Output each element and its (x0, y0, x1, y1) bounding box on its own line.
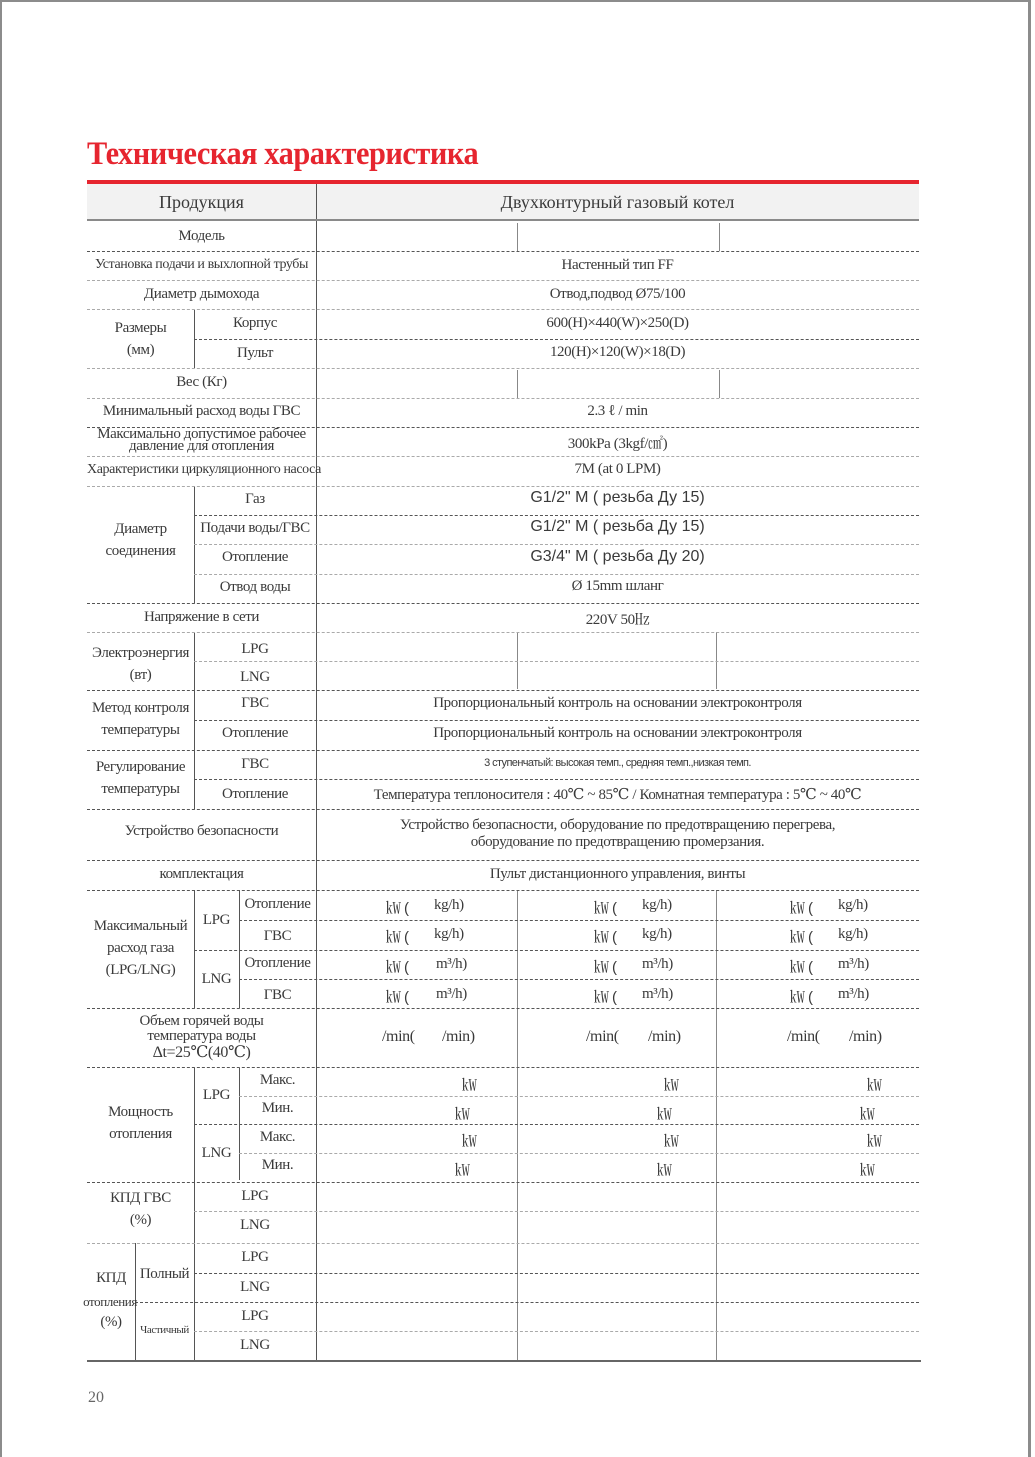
value-temp-reg-dhw: 3 ступенчатый: высокая темп., средняя темп.,низкая темп. (484, 757, 751, 769)
sub-divider (194, 633, 195, 809)
value-safety-2: оборудование по предотвращению промерзания. (470, 834, 765, 850)
value-voltage: 220V 50㎐ (585, 612, 650, 628)
col-divider (719, 370, 720, 398)
kw-unit: ㎾ ( (790, 989, 813, 1006)
kw-unit: ㎾ ( (386, 959, 409, 976)
row-sep (87, 890, 919, 891)
label-dhw-eff-lng: LNG (240, 1217, 270, 1233)
label-body: Корпус (232, 315, 278, 331)
row-sep (87, 603, 919, 604)
gas-kw (386, 897, 408, 918)
gas-kw (790, 956, 812, 977)
label-dhw-eff-2: (%) (129, 1212, 152, 1228)
value-flue: Отвод,подвод Ø75/100 (549, 286, 686, 302)
label-gas-cons-3: (LPG/LNG) (105, 962, 176, 978)
label-heat-eff-full-lpg: LPG (241, 1249, 269, 1265)
value-temp-control-dhw: Пропорциональный контроль на основании электроконтроля (433, 695, 802, 711)
row-sep (87, 1243, 919, 1244)
row-sep (87, 1008, 919, 1009)
label-temp-reg-2: температуры (101, 781, 180, 797)
label-temp-control-dhw: ГВС (241, 695, 269, 711)
label-heat-power-1: Мощность (108, 1104, 173, 1120)
label-heat-lpg: LPG (202, 1087, 231, 1103)
label-water-supply: Подачи воды/ГВС (200, 520, 310, 536)
label-connections-1: Диаметр (114, 521, 167, 537)
label-heat-eff-partial-lpg: LPG (241, 1308, 269, 1324)
gas-unit: m³/h) (838, 956, 869, 972)
kw-unit: ㎾ (462, 1133, 477, 1150)
row-sep (194, 720, 919, 721)
kw-unit: ㎾ ( (790, 929, 813, 946)
row-sep (87, 809, 919, 810)
label-gas-lpg: LPG (202, 912, 231, 928)
label-connections-2: соединения (105, 543, 176, 559)
row-sep (87, 309, 919, 310)
gas-unit: m³/h) (436, 986, 467, 1002)
label-temp-reg-heating: Отопление (222, 786, 288, 802)
row-sep (87, 750, 919, 751)
gas-unit: kg/h) (838, 926, 868, 942)
label-dimensions-unit: (мм) (126, 342, 155, 358)
kw-unit: ㎾ (867, 1133, 882, 1150)
row-sep (194, 339, 919, 340)
row-sep (87, 456, 919, 457)
value-max-pressure: 300kPa (3kgf/㎠) (567, 436, 668, 452)
label-heat-eff-2: отопления (83, 1294, 137, 1309)
row-sep (194, 950, 919, 951)
row-sep (135, 1302, 919, 1303)
row-sep (87, 486, 919, 487)
kw-unit: ㎾ ( (594, 929, 617, 946)
value-pump: 7M (at 0 LPM) (574, 461, 661, 477)
col-divider (517, 370, 518, 398)
table-header (87, 184, 919, 221)
label-gas-lng-heating: Отопление (244, 955, 311, 971)
row-sep (87, 632, 919, 633)
label-heat-eff-partial: Частичный (140, 1324, 189, 1336)
label-gas-lpg-heating: Отопление (244, 896, 311, 912)
gas-unit: m³/h) (838, 986, 869, 1002)
kw-unit: ㎾ ( (594, 959, 617, 976)
value-installation: Настенный тип FF (561, 257, 674, 273)
gas-unit: kg/h) (434, 926, 464, 942)
gas-unit: m³/h) (436, 956, 467, 972)
kw-unit: ㎾ ( (386, 900, 409, 917)
label-power-lng: LNG (240, 669, 270, 685)
hot-water-a: /min( (382, 1028, 415, 1045)
col-divider (517, 890, 518, 1360)
value-drain: Ø 15mm шланг (571, 578, 664, 594)
label-flue: Диаметр дымохода (143, 286, 260, 302)
gas-kw (386, 956, 408, 977)
row-sep (87, 251, 919, 252)
hot-water-a: /min( (586, 1028, 619, 1045)
row-sep (87, 368, 919, 369)
label-installation: Установка подачи и выхлопной трубы (94, 257, 309, 272)
label-power-1: Электроэнергия (92, 645, 189, 661)
kw-unit: ㎾ (657, 1162, 672, 1179)
kw-unit: ㎾ ( (386, 929, 409, 946)
label-remote: Пульт (237, 345, 273, 361)
value-body-dims: 600(H)×440(W)×250(D) (546, 315, 689, 331)
gas-kw (594, 926, 616, 947)
header-product: Продукция (159, 192, 244, 212)
label-hot-water-3: Δt=25℃(40℃) (152, 1044, 251, 1061)
row-sep (194, 779, 919, 780)
row-sep (239, 1153, 919, 1154)
gas-kw (790, 986, 812, 1007)
label-temp-reg-1: Регулирование (95, 759, 186, 775)
row-sep (194, 515, 919, 516)
col-divider (517, 223, 518, 251)
gas-kw (386, 926, 408, 947)
label-heat-lpg-max: Макс. (259, 1072, 296, 1088)
header-divider (316, 184, 317, 219)
gas-kw (594, 986, 616, 1007)
label-dhw-eff-lpg: LPG (241, 1188, 269, 1204)
value-safety-1: Устройство безопасности, оборудование по предотвращению перегрева, (399, 817, 836, 833)
label-heat-lng: LNG (201, 1145, 232, 1161)
label-heat-eff-1: КПД (96, 1270, 126, 1286)
page-title: Техническая характеристика (87, 136, 479, 172)
label-heat-eff-full-lng: LNG (240, 1279, 270, 1295)
gas-unit: kg/h) (642, 897, 672, 913)
hot-water-b: /min) (648, 1028, 681, 1045)
kw-unit: ㎾ (455, 1106, 470, 1123)
label-heat-lng-min: Мин. (261, 1157, 294, 1173)
row-sep (194, 1331, 919, 1332)
label-safety: Устройство безопасности (124, 823, 279, 839)
hot-water-a: /min( (787, 1028, 820, 1045)
kw-unit: ㎾ (455, 1162, 470, 1179)
row-sep (194, 544, 919, 545)
kw-unit: ㎾ ( (594, 989, 617, 1006)
value-water-conn: G1/2" M ( резьба Ду 15) (530, 518, 705, 535)
kw-unit: ㎾ ( (790, 900, 813, 917)
gas-kw (594, 956, 616, 977)
gas-kw (790, 926, 812, 947)
row-sep (87, 1067, 919, 1068)
kw-unit: ㎾ (867, 1077, 882, 1094)
header-boiler: Двухконтурный газовый котел (500, 192, 735, 212)
row-sep (239, 979, 919, 980)
row-sep (239, 1096, 919, 1097)
label-temp-control-heating: Отопление (222, 725, 288, 741)
label-heat-eff-partial-lng: LNG (240, 1337, 270, 1353)
kw-unit: ㎾ (657, 1106, 672, 1123)
gas-unit: kg/h) (434, 897, 464, 913)
label-min-flow: Минимальный расход воды ГВС (102, 403, 301, 419)
sub-divider (194, 890, 195, 1008)
label-gas-lng-dhw: ГВС (263, 987, 292, 1003)
page-number: 20 (88, 1389, 104, 1406)
label-heating: Отопление (222, 549, 288, 565)
label-heat-eff-3: (%) (100, 1314, 122, 1330)
label-kit: комплектация (159, 866, 244, 882)
kw-unit: ㎾ (860, 1162, 875, 1179)
gas-unit: kg/h) (838, 897, 868, 913)
kw-unit: ㎾ (860, 1106, 875, 1123)
row-sep (194, 661, 919, 662)
row-sep (239, 920, 919, 921)
label-pump: Характеристики циркуляционного насоса (87, 462, 321, 477)
value-kit: Пульт дистанционного управления, винты (489, 866, 746, 882)
row-sep (87, 280, 919, 281)
gas-kw (386, 986, 408, 1007)
kw-unit: ㎾ (664, 1077, 679, 1094)
label-power-2: (вт) (129, 667, 152, 683)
label-gas-lng: LNG (201, 971, 232, 987)
row-sep (194, 1273, 919, 1274)
gas-unit: kg/h) (642, 926, 672, 942)
gas-unit: m³/h) (642, 986, 673, 1002)
value-temp-reg-heating: Температура теплоносителя : 40℃ ~ 85℃ / Комнатная температура : 5℃ ~ 40℃ (373, 787, 862, 803)
value-min-flow: 2.3 ℓ / min (587, 403, 648, 419)
label-power-lpg: LPG (241, 641, 269, 657)
kw-unit: ㎾ ( (386, 989, 409, 1006)
label-max-pressure-2: давление для отопления (128, 438, 275, 454)
label-gas-cons-2: расход газа (107, 940, 174, 956)
label-heat-lng-max: Макс. (259, 1129, 296, 1145)
value-heating-conn: G3/4" M ( резьба Ду 20) (530, 548, 705, 565)
label-dhw-eff-1: КПД ГВС (110, 1190, 171, 1206)
label-heat-eff-full: Полный (139, 1266, 190, 1282)
value-gas-conn: G1/2" M ( резьба Ду 15) (530, 489, 705, 506)
row-sep (87, 860, 919, 861)
label-max-pressure-1: Максимально допустимое рабочее (97, 426, 306, 442)
kw-unit: ㎾ (664, 1133, 679, 1150)
col-divider (719, 223, 720, 251)
col-divider (716, 890, 717, 1360)
hot-water-b: /min) (849, 1028, 882, 1045)
label-temp-reg-dhw: ГВС (241, 756, 269, 772)
row-sep (194, 1211, 919, 1212)
kw-unit: ㎾ ( (594, 900, 617, 917)
row-sep (87, 690, 919, 691)
label-heat-lpg-min: Мин. (261, 1100, 294, 1116)
label-heat-power-2: отопления (109, 1126, 172, 1142)
row-sep (194, 1124, 919, 1125)
label-model: Модель (178, 228, 225, 244)
label-gas-lpg-dhw: ГВС (263, 928, 292, 944)
label-temp-control-1: Метод контроля (92, 700, 189, 716)
label-voltage: Напряжение в сети (143, 609, 260, 625)
label-hot-water-2: температура воды (147, 1028, 256, 1044)
label-drain: Отвод воды (219, 579, 291, 595)
label-temp-control-2: температуры (101, 722, 180, 738)
gas-unit: m³/h) (642, 956, 673, 972)
value-temp-control-heating: Пропорциональный контроль на основании электроконтроля (433, 725, 802, 741)
hot-water-b: /min) (442, 1028, 475, 1045)
table-bottom-border (87, 1360, 921, 1362)
value-remote-dims: 120(H)×120(W)×18(D) (549, 344, 686, 360)
label-gas: Газ (245, 491, 265, 507)
row-sep (87, 1182, 919, 1183)
label-hot-water-1: Объем горячей воды (139, 1013, 264, 1029)
gas-kw (594, 897, 616, 918)
label-weight: Вес (Кг) (176, 374, 227, 390)
row-sep (87, 398, 919, 399)
label-dimensions: Размеры (114, 320, 167, 336)
gas-kw (790, 897, 812, 918)
label-gas-cons-1: Максимальный (93, 918, 188, 934)
kw-unit: ㎾ (462, 1077, 477, 1094)
row-sep (194, 574, 919, 575)
kw-unit: ㎾ ( (790, 959, 813, 976)
